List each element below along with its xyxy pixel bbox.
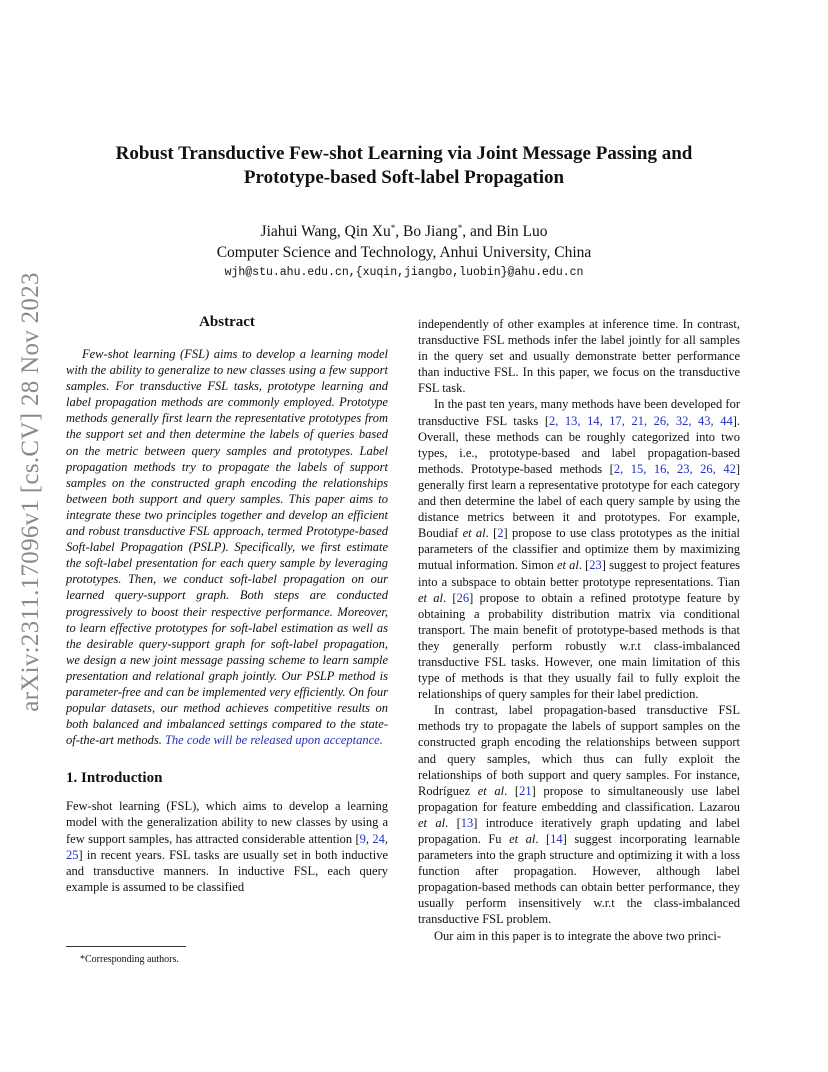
- right-paragraph-0: independently of other examples at inference time. In contrast, transductive FSL methods infer the label jointly for all samples in the query set and usually demonstrate better performance than inductive FSL. In this paper, we focus on the transductive FSL task.: [418, 317, 740, 396]
- footnote-rule: [66, 946, 186, 947]
- citation-link[interactable]: 2, 15, 16, 23, 26, 42: [613, 461, 736, 476]
- author-block: [80, 218, 728, 282]
- citation-link[interactable]: 26: [456, 590, 470, 605]
- abstract-heading: Abstract: [199, 314, 255, 330]
- citation-link[interactable]: 9: [359, 831, 366, 846]
- author-name-1: Jiahui Wang, Qin Xu: [260, 223, 391, 240]
- right-paragraph-3: Our aim in this paper is to integrate the above two princi-: [434, 928, 722, 943]
- author-name-2: , Bo Jiang: [395, 223, 458, 240]
- intro-paragraph-1: Few-shot learning (FSL), which aims to develop a learning model with the generalization ability to new classes by using a few support samples, has attracted considerable attention [9, 24, 25] in recent years. FSL tasks are usually set in both inductive and transductive manners. In inductive FSL, each query example is assumed to be classified: [66, 799, 388, 894]
- right-column: [418, 316, 740, 944]
- author-names: [80, 218, 728, 242]
- citation-link[interactable]: 13: [460, 815, 474, 830]
- footnote-text: *Corresponding authors.: [80, 954, 179, 965]
- left-column: [66, 312, 388, 895]
- citation-link[interactable]: 21: [519, 783, 532, 798]
- introduction-heading: 1. Introduction: [66, 770, 163, 787]
- corresponding-mark: *: [457, 223, 463, 233]
- citation-link[interactable]: 14: [550, 832, 563, 846]
- arxiv-id-text: arXiv:2311.17096v1 [cs.CV] 28 Nov 2023: [17, 272, 45, 712]
- footnote: [66, 946, 388, 966]
- citation-link[interactable]: 2, 13, 14, 17, 21, 26, 32, 43, 44: [549, 413, 733, 428]
- code-release-link[interactable]: The code will be released upon acceptance.: [164, 733, 383, 748]
- title-line-2: Prototype-based Soft-label Propagation: [243, 167, 565, 188]
- title-line-1: Robust Transductive Few-shot Learning via Joint Message Passing and: [115, 143, 693, 164]
- arxiv-identifier-watermark: [10, 272, 52, 712]
- author-emails: wjh@stu.ahu.edu.cn,{xuqin,jiangbo,luobin}@ahu.edu.cn: [224, 266, 584, 279]
- citation-link[interactable]: 23: [589, 558, 602, 573]
- right-paragraph-1: In the past ten years, many methods have been developed for transductive FSL tasks [2, 13, 14, 17, 21, 26, 32, 43, 44]. Overall, these methods can be roughly categorized into two types, i.e., prototype-based and label propagation-based methods. Prototype-based methods [2, 15, 16, 23, 26, 42] generally first learn a representative prototype for each category and then determine the label of each query sample by using the distance metrics between it and prototypes. For example, Boudiaf et al. [2] propose to use class prototypes as the initial parameters of the classifier and optimize them by maximizing mutual information. Simon et al. [23] suggest to project features into a subspace to obtain better prototype representations. Tian et al. [26] propose to obtain a refined prototype feature by obtaining a probability distribution matrix via conditional transport. The main benefit of prototype-based methods is that they generally perform robustly w.r.t class-imbalanced transductive FSL tasks. However, one main limitation of this type of methods is that they usually fail to fully exploit the relationships of query samples for their label prediction.: [418, 397, 741, 702]
- author-name-3: , and Bin Luo: [462, 223, 548, 240]
- citation-link[interactable]: 2: [497, 526, 504, 541]
- corresponding-mark: *: [390, 223, 396, 233]
- citation-link[interactable]: 24: [372, 831, 385, 846]
- abstract-text: Few-shot learning (FSL) aims to develop a learning model with the ability to generalize to new classes using a few support samples. For transductive FSL tasks, prototype learning and label propagation methods are commonly employed. Prototype methods generally first learn the representative prototypes from the support set and then determine the labels of queries based on the metric between query samples and prototypes. Label propagation methods try to propagate the labels of support samples on the constructed graph encoding the relationships between both support and query samples. This paper aims to integrate these two principles together and develop an efficient and robust transductive FSL approach, termed Prototype-based Soft-label Propagation (PSLP). Specifically, we first estimate the soft-label presentation for each query sample by leveraging prototypes. Then, we conduct soft-label propagation on our learned query-support graph. Both steps are conducted progressively to boost their respective performance. Moreover, to learn effective prototypes for soft-label estimation as well as the desirable query-support graph for soft-label propagation, we design a new joint message passing scheme to learn sample presentation and relational graph jointly. Our PSLP method is parameter-free and can be implemented very efficiently. On four popular datasets, our method achieves competitive results on both balanced and imbalanced settings compared to the state-of-the-art methods. The code will be released upon acceptance.: [66, 347, 388, 748]
- paper-title: [80, 142, 728, 190]
- citation-link[interactable]: 25: [66, 847, 79, 862]
- affiliation: Computer Science and Technology, Anhui University, China: [216, 244, 592, 261]
- right-paragraph-2: In contrast, label propagation-based transductive FSL methods try to propagate the labels of support samples on the constructed graph encoding the relationships between support and query samples, which thus can fully exploit the relationships of both support and query samples. For instance, Rodríguez et al. [21] propose to simultaneously use label propagation for feature embedding and classification. Lazarou et al. [13] introduce iteratively graph updating and label propagation. Fu et al. [14] suggest incorporating learnable parameters into the graph structure and optimizing it with a loss function after propagation. However, although label propagation-based methods can obtain better performance, they usually perform insensitively w.r.t the class-imbalanced transductive FSL problem.: [418, 703, 740, 927]
